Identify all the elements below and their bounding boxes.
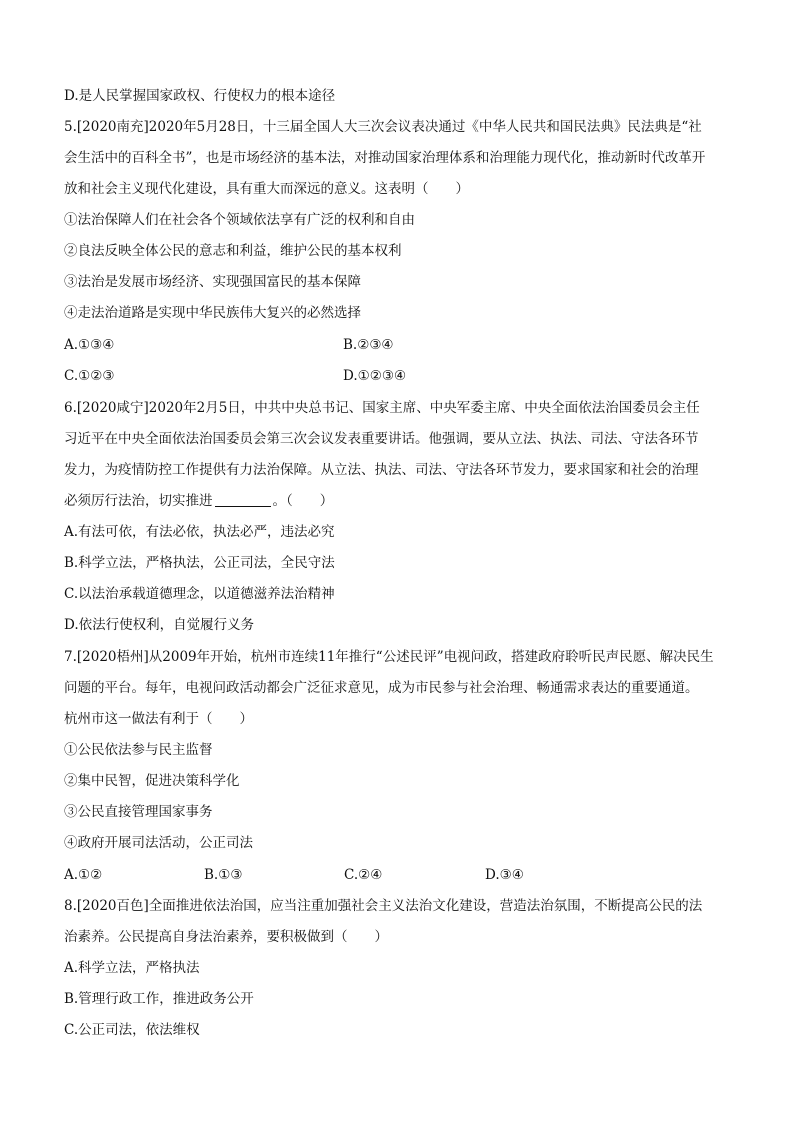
q7-stem-line-3: 杭州市这一做法有利于（ ） [64,711,253,727]
q6-stem-paren: 。（ ） [272,493,334,509]
q8-stem-line-2: 治素养。公民提高自身法治素养，要积极做到（ ） [64,929,388,945]
q7-statement-4: ④政府开展司法活动，公正司法 [64,835,253,851]
q6-stem-line-1: 6.[2020咸宁]2020年2月5日，中共中央总书记、国家主席、中央军委主席、中央全面依法治国委员会主任 [64,400,700,416]
q7-stem-line-2: 问题的平台。每年，电视问政活动都会广泛征求意见，成为市民参与社会治理、畅通需求表达的重要通道。 [64,680,699,696]
q5-option-a: A.①③④ [64,337,115,353]
q5-statement-4: ④走法治道路是实现中华民族伟大复兴的必然选择 [64,305,361,321]
q5-stem-line-1: 5.[2020南充]2020年5月28日，十三届全国人大三次会议表决通过《中华人民共和国民法典》民法典是“社 [64,119,702,135]
q5-statement-3: ③法治是发展市场经济、实现强国富民的基本保障 [64,274,361,290]
q6-stem-line-4 [64,491,333,511]
q5-statement-1: ①法治保障人们在社会各个领域依法享有广泛的权利和自由 [64,212,415,228]
q7-statement-1: ①公民依法参与民主监督 [64,742,213,758]
q5-option-d: D.①②③④ [343,368,407,384]
q6-stem-line-3: 发力，为疫情防控工作提供有力法治保障。从立法、执法、司法、守法各环节发力，要求国家和社会的治理 [64,462,699,478]
q7-option-a: A.①② [64,867,103,883]
q6-option-b: B.科学立法，严格执法，公正司法，全民守法 [64,555,335,571]
answer-blank [215,492,271,507]
q8-stem-line-1: 8.[2020百色]全面推进依法治国，应当注重加强社会主义法治文化建设，营造法治氛围，不断提高公民的法 [64,898,703,914]
q8-option-b: B.管理行政工作，推进政务公开 [64,991,254,1007]
q7-option-b: B.①③ [204,867,243,883]
q4-option-d: D.是人民掌握国家政权、行使权力的根本途径 [64,88,336,104]
q6-option-a: A.有法可依，有法必依，执法必严，违法必究 [64,524,335,540]
q5-option-b: B.②③④ [343,337,394,353]
q7-statement-2: ②集中民智，促进决策科学化 [64,773,240,789]
q8-option-a: A.科学立法，严格执法 [64,960,200,976]
q8-option-c: C.公正司法，依法维权 [64,1022,200,1038]
q7-stem-line-1: 7.[2020梧州]从2009年开始，杭州市连续11年推行“公述民评”电视问政，搭建政府聆听民声民愿、解决民生 [64,649,714,665]
q5-stem-line-2: 会生活中的百科全书”，也是市场经济的基本法，对推动国家治理体系和治理能力现代化，推动新时代改革开 [64,150,706,166]
q5-stem-line-3: 放和社会主义现代化建设，具有重大而深远的意义。这表明（ ） [64,181,469,197]
q5-statement-2: ②良法反映全体公民的意志和利益，维护公民的基本权利 [64,243,402,259]
q7-option-c: C.②④ [344,867,383,883]
q7-statement-3: ③公民直接管理国家事务 [64,804,213,820]
q6-option-d: D.依法行使权利，自觉履行义务 [64,617,255,633]
q5-option-c: C.①②③ [64,368,115,384]
q6-option-c: C.以法治承载道德理念，以道德滋养法治精神 [64,586,335,602]
q7-option-d: D.③④ [485,867,524,883]
q6-stem-line-2: 习近平在中央全面依法治国委员会第三次会议发表重要讲话。他强调，要从立法、执法、司法、守法各环节 [64,431,699,447]
q6-stem-text: 必须厉行法治，切实推进 [64,493,213,509]
